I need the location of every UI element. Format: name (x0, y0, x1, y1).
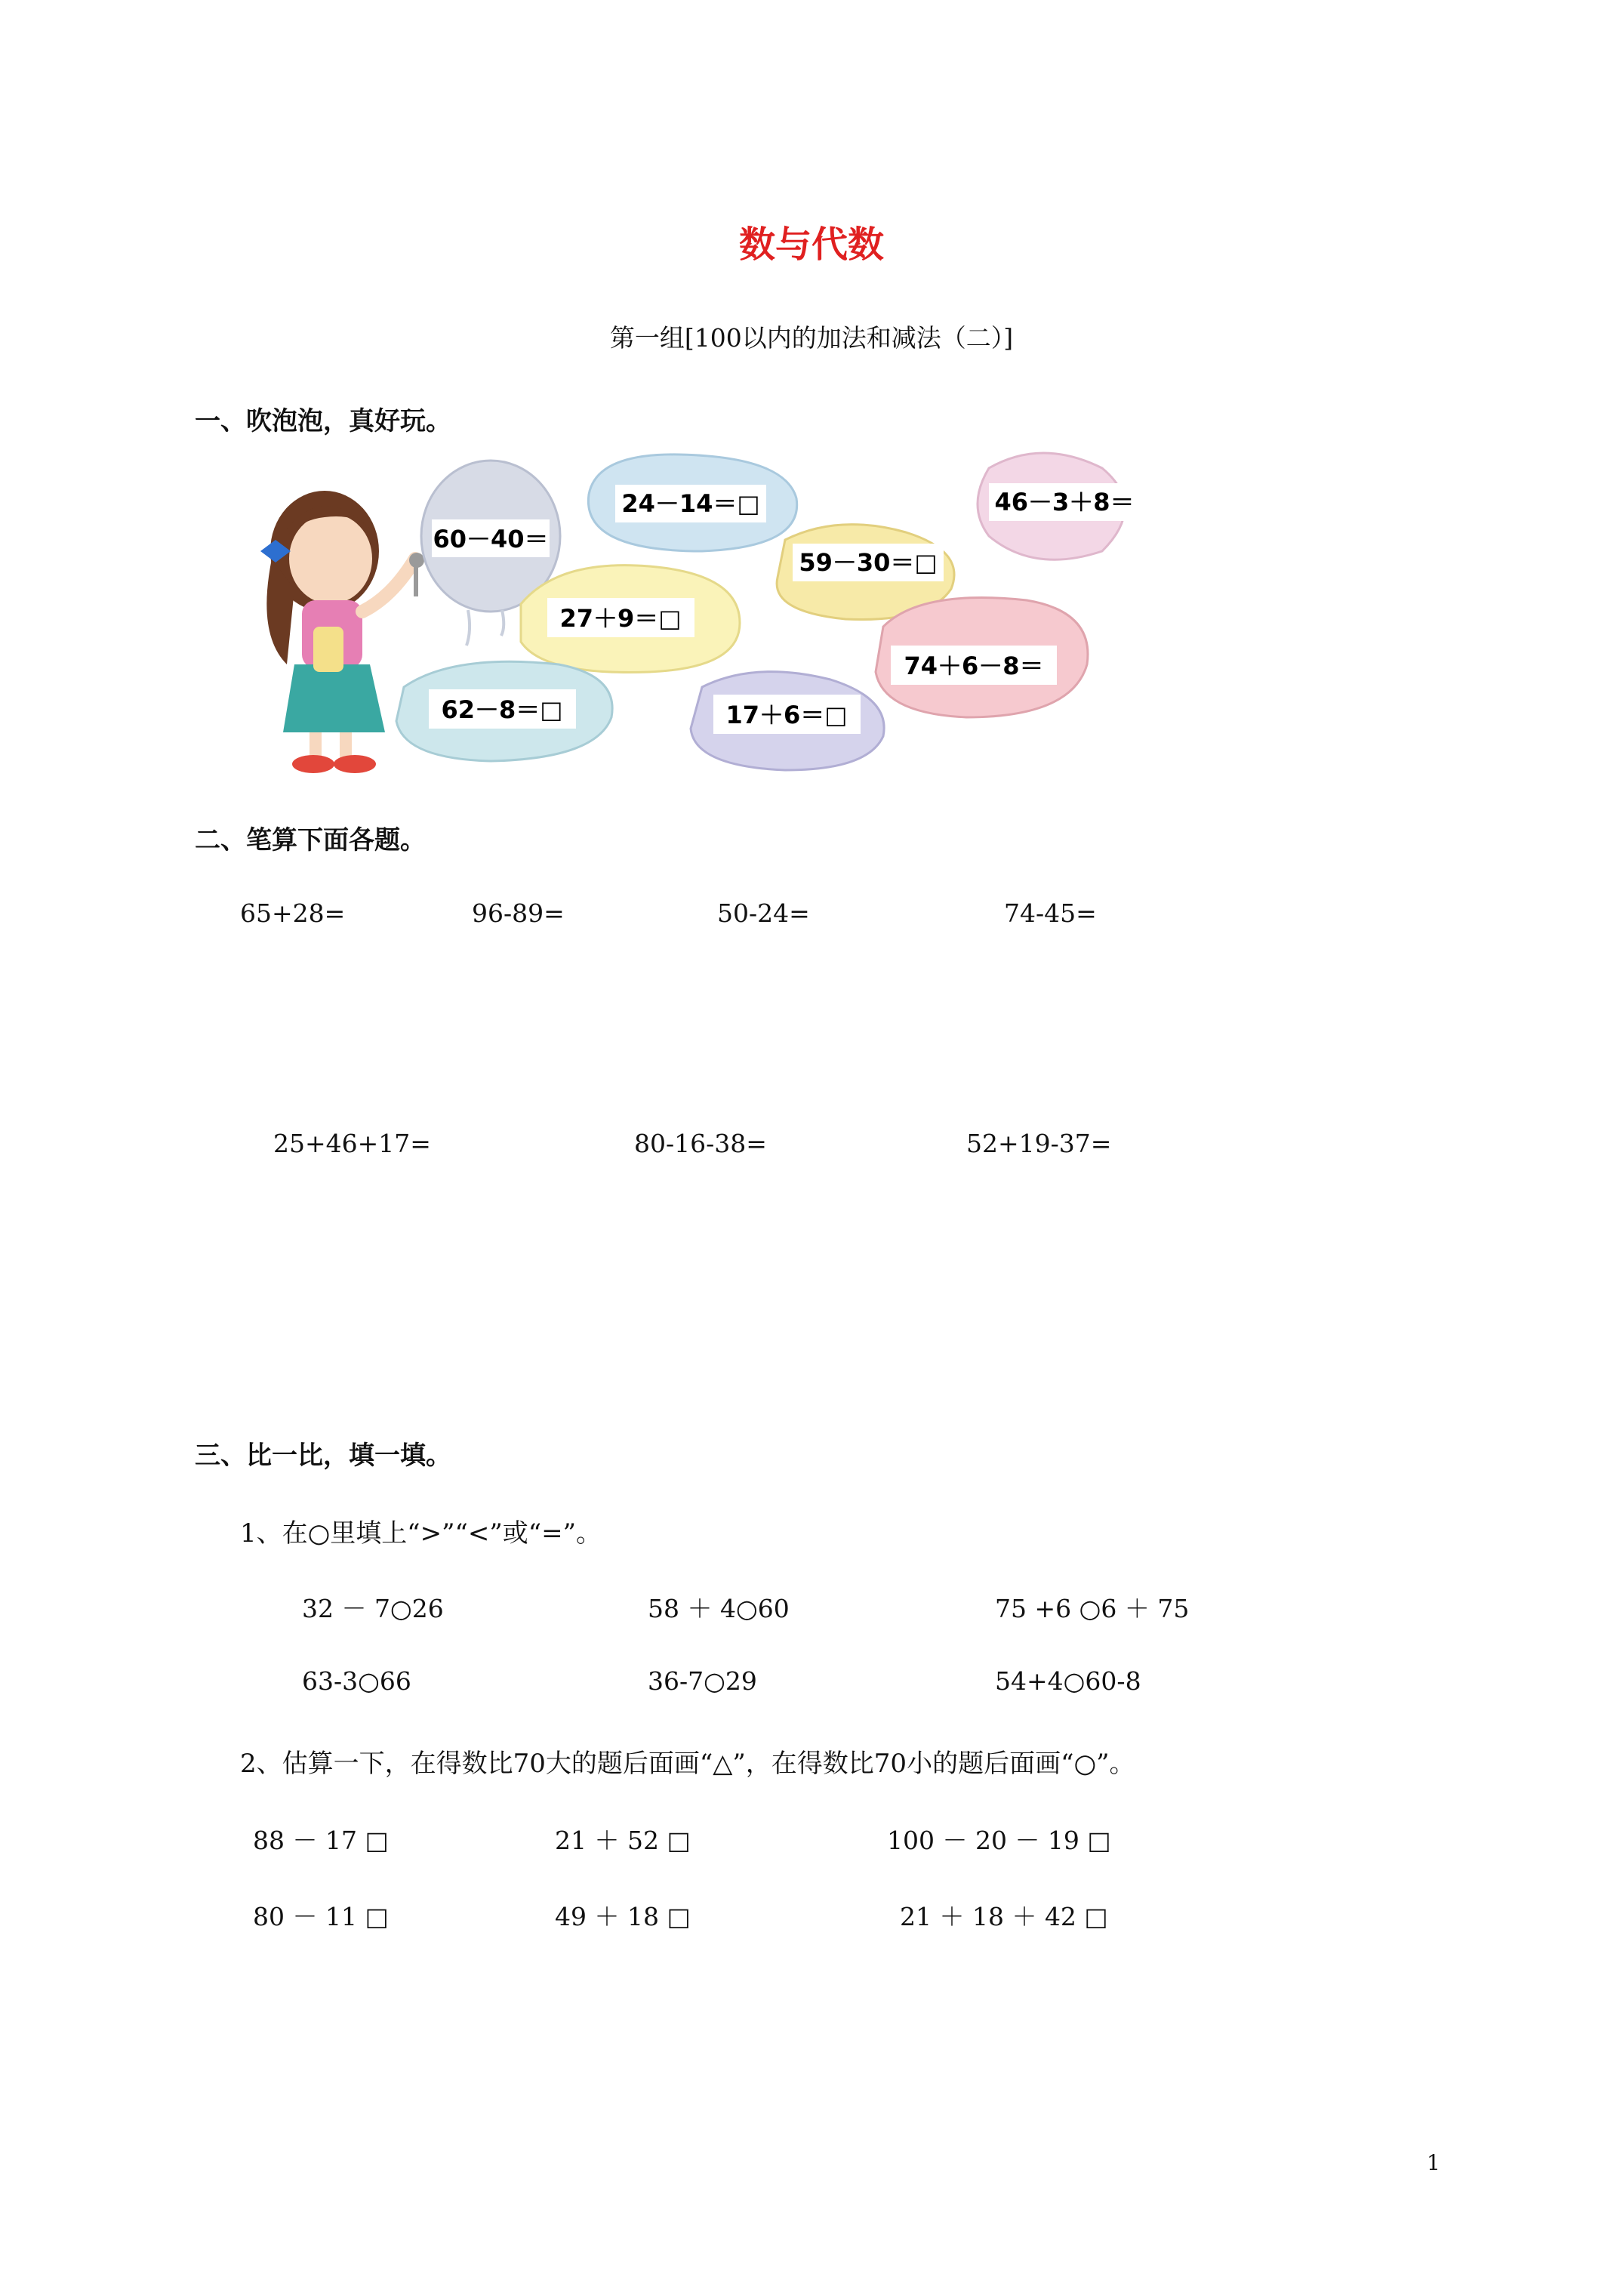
page-title: 数与代数 (738, 223, 884, 266)
q2-row1-3: 100 － 20 － 19 □ (887, 1826, 1111, 1855)
bubble-1-text: 60－40＝ (433, 525, 549, 553)
q1-row2-3: 54+4○60-8 (995, 1666, 1141, 1696)
q2-row2-2: 49 ＋ 18 □ (555, 1902, 691, 1931)
q1-row2-2: 36-7○29 (648, 1666, 757, 1696)
problem-row1-3: 50-24= (717, 898, 810, 928)
bubble-3 (978, 453, 1140, 559)
problem-row2-3: 52+19-37= (966, 1129, 1112, 1158)
q2-instruction: 2、估算一下，在得数比70大的题后面画“△”，在得数比70小的题后面画“○”。 (240, 1749, 1135, 1779)
q1-row1-2: 58 ＋ 4○60 (648, 1594, 790, 1623)
bubble-8-text: 17＋6＝□ (725, 701, 848, 729)
problem-row1-4: 74-45= (1004, 898, 1097, 928)
bubble-5-text: 27＋9＝□ (559, 604, 682, 633)
bubble-illustration (242, 438, 1170, 785)
bubble-6-text: 74＋6－8＝ (904, 652, 1044, 680)
bubble-2 (588, 455, 796, 551)
q1-row1-3: 75 +6 ○6 ＋ 75 (995, 1594, 1190, 1623)
q1-row2-1: 63-3○66 (302, 1666, 411, 1696)
section1-heading: 一、吹泡泡，真好玩。 (195, 406, 451, 436)
bubble-2-text: 24－14＝□ (621, 489, 760, 518)
bubble-4-text: 59－30＝□ (799, 548, 938, 577)
q2-row1-2: 21 ＋ 52 □ (555, 1826, 691, 1855)
section3-heading: 三、比一比，填一填。 (195, 1441, 451, 1471)
bubble-6 (876, 598, 1088, 717)
q2-row2-1: 80 － 11 □ (253, 1902, 389, 1931)
q2-row1-1: 88 － 17 □ (253, 1826, 389, 1855)
problem-row2-1: 25+46+17= (273, 1129, 431, 1158)
bubble-3-text: 46－3＋8＝ (994, 488, 1135, 516)
section2-heading: 二、笔算下面各题。 (195, 825, 426, 855)
q1-row1-1: 32 － 7○26 (302, 1594, 444, 1623)
bubble-5 (521, 566, 740, 673)
page-number: 1 (1427, 2150, 1440, 2175)
subtitle: 第一组[100以内的加法和减法（二）] (609, 323, 1014, 353)
problem-row2-2: 80-16-38= (634, 1129, 767, 1158)
q2-row2-3: 21 ＋ 18 ＋ 42 □ (900, 1902, 1108, 1931)
problem-row1-2: 96-89= (472, 898, 565, 928)
problem-row1-1: 65+28= (240, 898, 346, 928)
bubble-8 (691, 672, 884, 770)
bubble-7 (396, 661, 612, 761)
bubble-7-text: 62－8＝□ (441, 695, 563, 724)
q1-instruction: 1、在○里填上“>”“<”或“=”。 (240, 1518, 602, 1549)
